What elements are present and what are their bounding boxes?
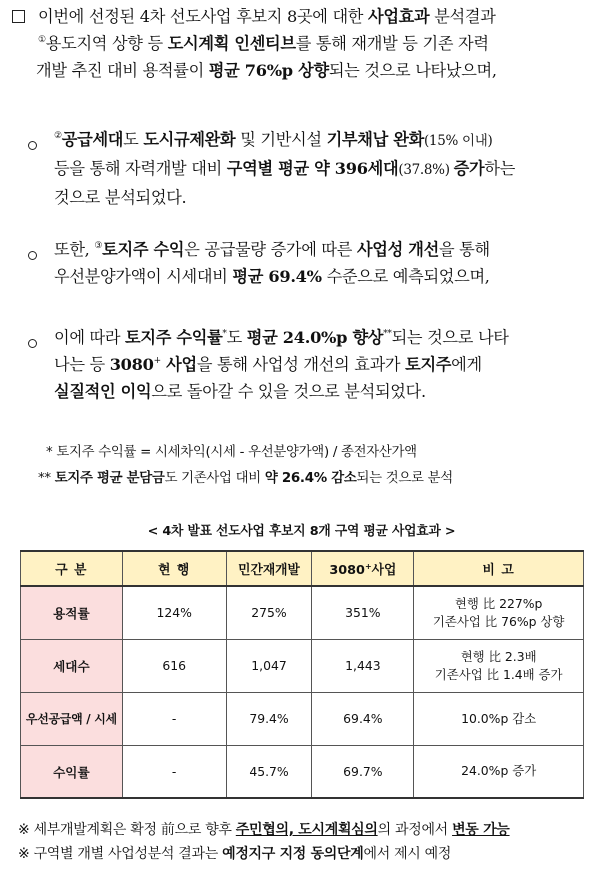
table-row <box>21 745 584 798</box>
header-private: 민간재개발 <box>226 551 312 586</box>
cell-project: 1,443 <box>312 639 414 692</box>
cell-private: 275% <box>226 586 312 639</box>
revenue-paragraph <box>0 236 603 290</box>
table-row <box>21 692 584 745</box>
profit-line-1: 이에 따라 토지주 수익률*도 평균 24.0%p 향상**되는 것으로 나타 <box>54 328 509 347</box>
intro-line-1: 이번에 선정된 4차 선도사업 후보지 8곳에 대한 사업효과 분석결과 <box>38 7 496 26</box>
footer-note-2: ※ 구역별 개별 사업성분석 결과는 예정지구 지정 동의단계에서 제시 예정 <box>18 846 452 862</box>
supply-line-1: ②공급세대도 도시규제완화 및 기반시설 기부채납 완화(15% 이내) <box>54 130 493 149</box>
revenue-line-2: 우선분양가액이 시세대비 평균 69.4% 수준으로 예측되었으며, <box>54 267 490 286</box>
table-row <box>21 639 584 692</box>
cell-project: 69.7% <box>312 745 414 798</box>
row-label: 수익률 <box>21 745 123 798</box>
header-category: 구 분 <box>21 551 123 586</box>
header-3080-project: 3080+사업 <box>312 551 414 586</box>
cell-project: 69.4% <box>312 692 414 745</box>
revenue-line-1: 또한, ③토지주 수익은 공급물량 증가에 따른 사업성 개선을 통해 <box>54 240 490 259</box>
cell-current: - <box>122 745 226 798</box>
table-title: < 4차 발표 선도사업 후보지 8개 구역 평균 사업효과 > <box>147 524 456 539</box>
cell-current: - <box>122 692 226 745</box>
effects-table <box>20 550 584 799</box>
supply-line-3: 것으로 분석되었다. <box>54 188 187 207</box>
cell-current: 124% <box>122 586 226 639</box>
cell-remark: 현행 比 227%p 기존사업 比 76%p 상향 <box>414 586 584 639</box>
header-remark: 비 고 <box>414 551 584 586</box>
intro-line-2: ①용도지역 상향 등 도시계획 인센티브를 통해 재개발 등 기존 자력 <box>38 34 489 53</box>
supply-paragraph <box>0 126 603 211</box>
row-label: 세대수 <box>21 639 123 692</box>
cell-remark: 24.0%p 증가 <box>414 745 584 798</box>
cell-project: 351% <box>312 586 414 639</box>
header-current: 현 행 <box>122 551 226 586</box>
cell-current: 616 <box>122 639 226 692</box>
profit-paragraph <box>0 324 603 405</box>
cell-private: 79.4% <box>226 692 312 745</box>
footnote-1: * 토지주 수익률 = 시세차익(시세 - 우선분양가액) / 종전자산가액 <box>46 445 417 460</box>
row-label: 우선공급액 / 시세 <box>21 692 123 745</box>
intro-line-3: 개발 추진 대비 용적률이 평균 76%p 상향되는 것으로 나타났으며, <box>36 61 497 80</box>
profit-line-2: 나는 등 3080+ 사업을 통해 사업성 개선의 효과가 토지주에게 <box>54 355 482 374</box>
row-label: 용적률 <box>21 586 123 639</box>
profit-line-3: 실질적인 이익으로 돌아갈 수 있을 것으로 분석되었다. <box>54 382 426 401</box>
intro-paragraph <box>0 3 603 84</box>
footer-note-1: ※ 세부개발계획은 확정 前으로 향후 주민협의, 도시계획심의의 과정에서 변동 가능 <box>18 822 510 838</box>
cell-private: 1,047 <box>226 639 312 692</box>
supply-line-2: 등을 통해 자력개발 대비 구역별 평균 약 396세대(37.8%) 증가하는 <box>54 159 516 178</box>
cell-remark: 현행 比 2.3배 기존사업 比 1.4배 증가 <box>414 639 584 692</box>
cell-remark: 10.0%p 감소 <box>414 692 584 745</box>
table-header-row <box>21 551 584 586</box>
footnote-2: ** 토지주 평균 분담금도 기존사업 대비 약 26.4% 감소되는 것으로 분석 <box>38 471 453 486</box>
table-row <box>21 586 584 639</box>
cell-private: 45.7% <box>226 745 312 798</box>
